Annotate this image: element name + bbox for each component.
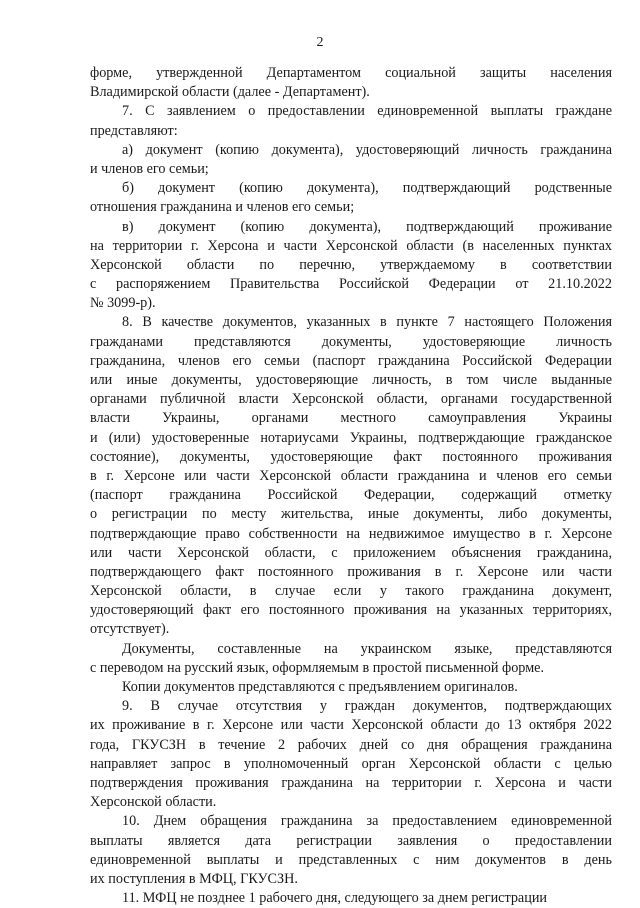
text-line: или иные документы, удостоверяющие личность, в том числе выданные bbox=[90, 372, 612, 388]
text-line: Херсонской области по перечню, утверждаемому в соответствии bbox=[90, 256, 612, 273]
text-line: или части Херсонской области, с приложением объяснения гражданина, bbox=[90, 544, 612, 561]
text-line: 8. В качестве документов, указанных в пункте 7 настоящего Положения bbox=[122, 314, 612, 331]
text-line: их поступления в МФЦ, ГКУСЗН. bbox=[90, 870, 298, 887]
text-line: выплаты является дата регистрации заявления о предоставлении bbox=[90, 832, 612, 849]
text-line: Копии документов представляются с предъявлением оригиналов. bbox=[122, 679, 518, 695]
paragraph-p-cont bbox=[90, 64, 612, 102]
text-line: подтверждающие право собственности на недвижимое имущество в г. Херсоне bbox=[90, 525, 612, 542]
text-line: власти Украины, органами местного самоуправления Украины bbox=[90, 410, 612, 427]
text-line: состояние), документы, удостоверяющие факт постоянного проживания bbox=[90, 448, 612, 465]
text-line: года, ГКУСЗН в течение 2 рабочих дней со дня обращения гражданина bbox=[90, 736, 612, 753]
text-line: удостоверяющий факт его постоянного проживания на указанных территориях, bbox=[90, 602, 612, 619]
text-line: с переводом на русский язык, оформляемым в простой письменной форме. bbox=[90, 659, 545, 676]
paragraph-p-10 bbox=[90, 812, 612, 889]
page-number: 2 bbox=[316, 35, 324, 50]
paragraph-p-8-copies bbox=[90, 678, 612, 697]
text-line: с распоряжением Правительства Российской Федерации от 21.10.2022 bbox=[90, 276, 612, 293]
text-line: 7. С заявлением о предоставлении единовременной выплаты граждане bbox=[122, 103, 612, 120]
text-line: и членов его семьи; bbox=[90, 160, 209, 177]
text-line: № 3099-р). bbox=[90, 295, 156, 312]
text-line: гражданина, членов его семьи (паспорт гражданина Российской Федерации bbox=[90, 352, 612, 369]
text-line: подтверждения проживания гражданина на территории г. Херсона и части bbox=[90, 774, 612, 791]
text-line: Херсонской области, в случае если у такого гражданина документ, bbox=[90, 583, 612, 600]
text-line: в г. Херсоне или части Херсонской области гражданина и членов его семьи bbox=[90, 467, 612, 484]
text-line: Документы, составленные на украинском языке, представляются bbox=[122, 640, 612, 657]
text-line: на территории г. Херсона и части Херсонской области (в населенных пунктах bbox=[90, 237, 612, 254]
text-line: в) документ (копию документа), подтверждающий проживание bbox=[122, 218, 612, 235]
paragraph-p-7 bbox=[90, 102, 612, 140]
text-line: Херсонской области. bbox=[90, 794, 217, 811]
paragraph-p-7b bbox=[90, 179, 612, 217]
text-line: и (или) удостоверенные нотариусами Украины, подтверждающие гражданское bbox=[90, 429, 612, 446]
text-line: единовременной выплаты и представленных с ним документов в день bbox=[90, 851, 612, 868]
text-line: форме, утвержденной Департаментом социальной защиты населения bbox=[90, 65, 612, 81]
paragraph-p-7a bbox=[90, 141, 612, 179]
text-line: представляют: bbox=[90, 122, 178, 139]
paragraph-p-8-ua bbox=[90, 640, 612, 678]
text-line: 9. В случае отсутствия у граждан документов, подтверждающих bbox=[122, 698, 612, 715]
text-line: гражданами представляются документы, удостоверяющие личность bbox=[90, 333, 612, 350]
document-body bbox=[90, 64, 612, 908]
text-line: (паспорт гражданина Российской Федерации, содержащий отметку bbox=[90, 487, 612, 504]
text-line: 11. МФЦ не позднее 1 рабочего дня, следующего за днем регистрации bbox=[122, 890, 547, 907]
text-line: отсутствует). bbox=[90, 621, 170, 638]
paragraph-p-11 bbox=[90, 889, 612, 908]
text-line: б) документ (копию документа), подтверждающий родственные bbox=[122, 180, 612, 197]
text-line: направляет запрос в уполномоченный орган Херсонской области с целью bbox=[90, 755, 612, 772]
text-line: Владимирской области (далее - Департамент). bbox=[90, 84, 370, 101]
text-line: о регистрации по месту жительства, иные документы, либо документы, bbox=[90, 506, 612, 523]
text-line: отношения гражданина и членов его семьи; bbox=[90, 199, 355, 216]
text-line: их проживание в г. Херсоне или части Херсонской области до 13 октября 2022 bbox=[90, 717, 612, 734]
text-line: а) документ (копию документа), удостоверяющий личность гражданина bbox=[122, 141, 612, 158]
text-line: 10. Днем обращения гражданина за предоставлением единовременной bbox=[122, 813, 612, 830]
paragraph-p-9 bbox=[90, 697, 612, 812]
paragraph-p-8 bbox=[90, 313, 612, 639]
text-line: органами публичной власти Херсонской области, органами государственной bbox=[90, 391, 612, 408]
text-line: подтверждающего факт постоянного проживания в г. Херсоне или части bbox=[90, 563, 612, 580]
paragraph-p-7v bbox=[90, 218, 612, 314]
